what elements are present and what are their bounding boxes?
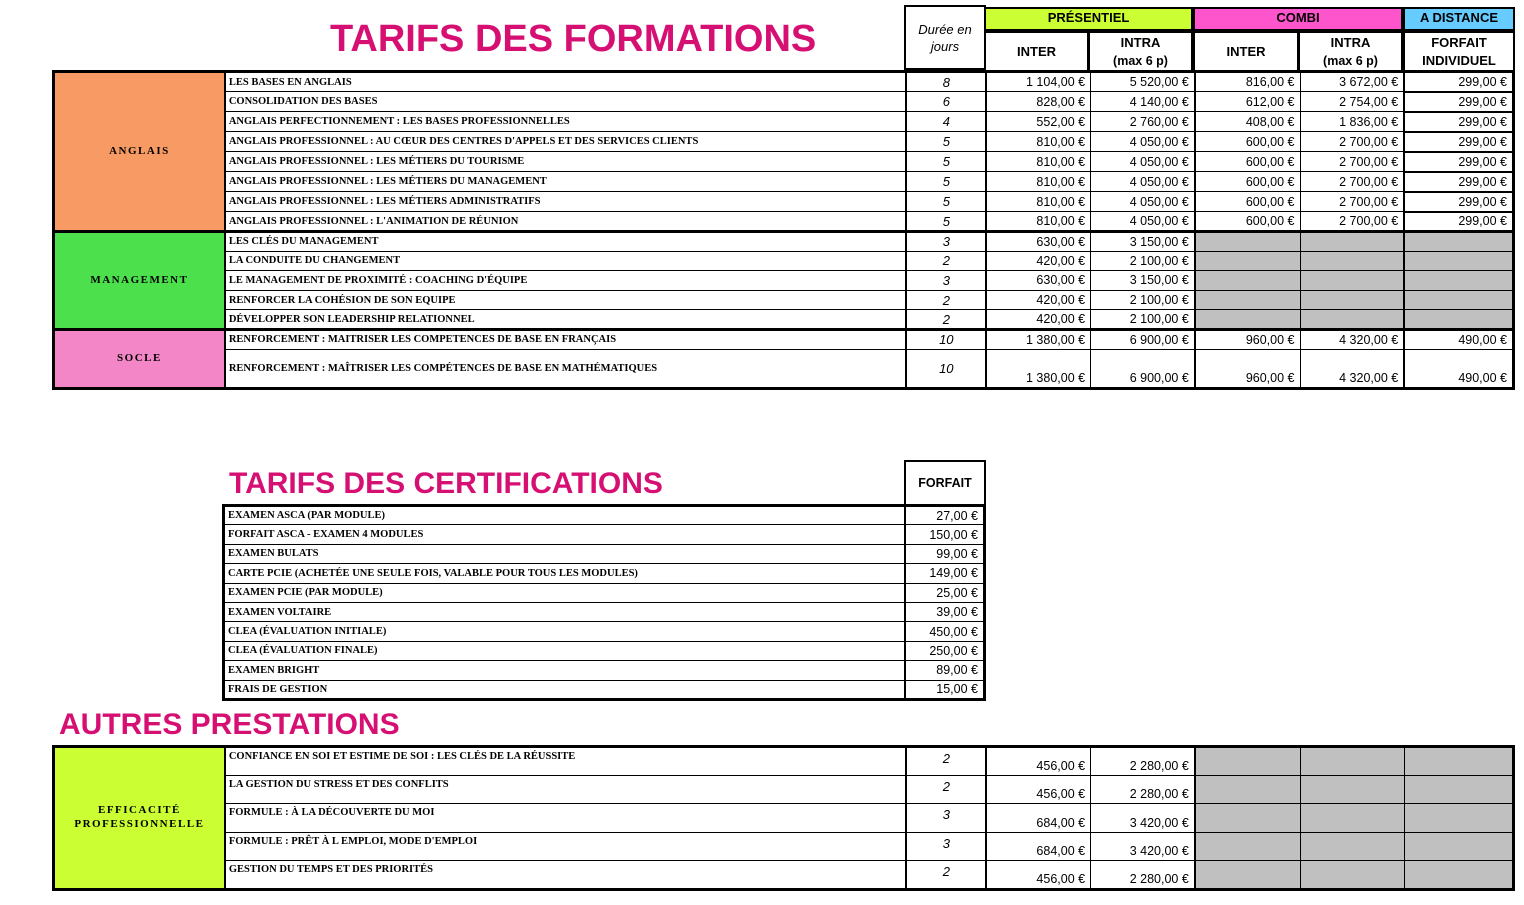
duree-header	[904, 5, 986, 70]
price-cell: 456,00 €	[986, 775, 1090, 804]
unavailable-cell	[1300, 290, 1404, 310]
price-cell: 600,00 €	[1195, 172, 1300, 192]
price-cell: 600,00 €	[1195, 132, 1300, 152]
certification-price: 150,00 €	[905, 525, 985, 544]
certification-label: EXAMEN BULATS	[224, 544, 905, 563]
intra-header-line2: (max 6 p)	[1113, 53, 1168, 68]
duree-cell: 5	[906, 172, 986, 192]
table-row	[224, 680, 985, 699]
price-cell: 2 280,00 €	[1091, 775, 1195, 804]
table-row	[224, 583, 985, 602]
price-cell: 2 700,00 €	[1300, 212, 1404, 232]
autres-table	[52, 745, 1515, 891]
price-cell: 1 104,00 €	[986, 72, 1090, 92]
table-row	[224, 602, 985, 621]
certification-label: EXAMEN ASCA (PAR MODULE)	[224, 506, 905, 525]
price-cell: 2 700,00 €	[1300, 132, 1404, 152]
table-row	[54, 832, 1514, 861]
unavailable-cell	[1404, 310, 1513, 330]
price-cell: 420,00 €	[986, 290, 1090, 310]
unavailable-cell	[1404, 804, 1513, 833]
price-cell: 4 050,00 €	[1091, 152, 1195, 172]
certification-price: 450,00 €	[905, 622, 985, 641]
certification-label: EXAMEN VOLTAIRE	[224, 602, 905, 621]
unavailable-cell	[1404, 290, 1513, 310]
price-cell: 810,00 €	[986, 152, 1090, 172]
unavailable-cell	[1195, 832, 1300, 861]
duree-cell: 2	[906, 251, 986, 271]
presentiel-header: PRÉSENTIEL	[984, 7, 1193, 31]
price-cell: 3 420,00 €	[1091, 804, 1195, 833]
price-cell: 299,00 €	[1404, 132, 1513, 152]
price-cell: 600,00 €	[1195, 192, 1300, 212]
unavailable-cell	[1404, 251, 1513, 271]
certification-label: CARTE PCIE (ACHETÉE UNE SEULE FOIS, VALABLE POUR TOUS LES MODULES)	[224, 564, 905, 583]
category-efficacite	[54, 747, 225, 890]
combi-header: COMBI	[1193, 7, 1403, 31]
duree-cell: 6	[906, 92, 986, 112]
duree-header-line1: Durée en	[918, 21, 972, 37]
prestation-label: CONFIANCE EN SOI ET ESTIME DE SOI : LES CLÉS DE LA RÉUSSITE	[225, 747, 906, 776]
price-cell: 1 380,00 €	[986, 349, 1090, 388]
unavailable-cell	[1195, 290, 1300, 310]
certification-price: 15,00 €	[905, 680, 985, 699]
certification-label: EXAMEN BRIGHT	[224, 661, 905, 680]
duree-cell: 4	[906, 112, 986, 132]
category-management: MANAGEMENT	[54, 232, 225, 330]
price-cell: 299,00 €	[1404, 92, 1513, 112]
price-cell: 2 700,00 €	[1300, 192, 1404, 212]
price-cell: 299,00 €	[1404, 152, 1513, 172]
price-cell: 420,00 €	[986, 310, 1090, 330]
duree-cell: 3	[906, 804, 986, 833]
table-row	[224, 661, 985, 680]
price-cell: 816,00 €	[1195, 72, 1300, 92]
price-cell: 684,00 €	[986, 804, 1090, 833]
unavailable-cell	[1195, 804, 1300, 833]
duree-cell: 2	[906, 861, 986, 890]
unavailable-cell	[1195, 775, 1300, 804]
duree-header-line2: jours	[930, 38, 960, 54]
duree-cell: 10	[906, 349, 986, 388]
certifications-table	[222, 504, 986, 701]
price-cell: 600,00 €	[1195, 212, 1300, 232]
distance-header: A DISTANCE	[1403, 7, 1515, 31]
certification-label: FORFAIT ASCA - EXAMEN 4 MODULES	[224, 525, 905, 544]
price-cell: 2 100,00 €	[1091, 310, 1195, 330]
price-cell: 3 150,00 €	[1091, 271, 1195, 291]
price-cell: 4 050,00 €	[1091, 212, 1195, 232]
price-cell: 1 836,00 €	[1300, 112, 1404, 132]
intra-header-line2: (max 6 p)	[1323, 53, 1378, 68]
certification-price: 25,00 €	[905, 583, 985, 602]
certification-price: 99,00 €	[905, 544, 985, 563]
prestation-label: LA GESTION DU STRESS ET DES CONFLITS	[225, 775, 906, 804]
table-row	[54, 290, 1514, 310]
table-row	[54, 310, 1514, 330]
unavailable-cell	[1300, 832, 1404, 861]
unavailable-cell	[1195, 861, 1300, 890]
forfait-header-line2: INDIVIDUEL	[1422, 52, 1496, 68]
formation-label: LA CONDUITE DU CHANGEMENT	[225, 251, 906, 271]
formation-label: ANGLAIS PROFESSIONNEL : LES MÉTIERS DU TOURISME	[225, 152, 906, 172]
intra-header-combi	[1298, 31, 1403, 72]
certification-label: CLEA (ÉVALUATION FINALE)	[224, 641, 905, 660]
unavailable-cell	[1300, 804, 1404, 833]
formation-label: ANGLAIS PROFESSIONNEL : LES MÉTIERS DU MANAGEMENT	[225, 172, 906, 192]
inter-header-presentiel: INTER	[984, 31, 1089, 72]
price-cell: 3 420,00 €	[1091, 832, 1195, 861]
duree-cell: 2	[906, 747, 986, 776]
unavailable-cell	[1300, 775, 1404, 804]
unavailable-cell	[1404, 775, 1513, 804]
price-cell: 1 380,00 €	[986, 329, 1090, 349]
prestation-label: FORMULE : PRÊT À L EMPLOI, MODE D'EMPLOI	[225, 832, 906, 861]
price-cell: 299,00 €	[1404, 112, 1513, 132]
price-cell: 4 320,00 €	[1300, 349, 1404, 388]
price-cell: 810,00 €	[986, 192, 1090, 212]
unavailable-cell	[1404, 861, 1513, 890]
forfait-individuel-header	[1403, 31, 1515, 72]
duree-cell: 5	[906, 212, 986, 232]
price-cell: 2 280,00 €	[1091, 747, 1195, 776]
certification-price: 250,00 €	[905, 641, 985, 660]
prestation-label: GESTION DU TEMPS ET DES PRIORITÉS	[225, 861, 906, 890]
price-cell: 299,00 €	[1404, 212, 1513, 232]
price-cell: 4 050,00 €	[1091, 192, 1195, 212]
category-line1: EFFICACITÉ	[98, 804, 181, 817]
autres-title: AUTRES PRESTATIONS	[59, 708, 400, 741]
price-cell: 612,00 €	[1195, 92, 1300, 112]
price-cell: 684,00 €	[986, 832, 1090, 861]
price-cell: 960,00 €	[1195, 349, 1300, 388]
unavailable-cell	[1300, 251, 1404, 271]
table-row	[54, 349, 1514, 388]
price-cell: 420,00 €	[986, 251, 1090, 271]
unavailable-cell	[1195, 251, 1300, 271]
unavailable-cell	[1195, 271, 1300, 291]
duree-cell: 2	[906, 290, 986, 310]
price-cell: 810,00 €	[986, 132, 1090, 152]
certification-label: CLEA (ÉVALUATION INITIALE)	[224, 622, 905, 641]
formation-label: LES BASES EN ANGLAIS	[225, 72, 906, 92]
inter-header-combi: INTER	[1193, 31, 1299, 72]
unavailable-cell	[1300, 861, 1404, 890]
price-cell: 828,00 €	[986, 92, 1090, 112]
price-cell: 4 050,00 €	[1091, 172, 1195, 192]
table-row	[54, 92, 1514, 112]
price-cell: 6 900,00 €	[1091, 349, 1195, 388]
duree-cell: 5	[906, 152, 986, 172]
duree-cell: 5	[906, 132, 986, 152]
table-row	[54, 132, 1514, 152]
certification-label: EXAMEN PCIE (PAR MODULE)	[224, 583, 905, 602]
unavailable-cell	[1404, 747, 1513, 776]
price-cell: 456,00 €	[986, 747, 1090, 776]
category-socle: SOCLE	[54, 329, 225, 388]
table-row	[224, 506, 985, 525]
table-row	[54, 212, 1514, 232]
duree-cell: 3	[906, 832, 986, 861]
forfait-header-line1: FORFAIT	[1431, 34, 1487, 50]
price-cell: 810,00 €	[986, 212, 1090, 232]
price-cell: 2 760,00 €	[1091, 112, 1195, 132]
table-row	[54, 232, 1514, 252]
certifications-title: TARIFS DES CERTIFICATIONS	[229, 467, 663, 500]
price-cell: 2 700,00 €	[1300, 152, 1404, 172]
table-row	[54, 152, 1514, 172]
unavailable-cell	[1195, 310, 1300, 330]
formations-title: TARIFS DES FORMATIONS	[330, 18, 817, 60]
table-row	[54, 775, 1514, 804]
price-cell: 299,00 €	[1404, 192, 1513, 212]
table-row	[54, 861, 1514, 890]
price-cell: 408,00 €	[1195, 112, 1300, 132]
table-row	[54, 112, 1514, 132]
table-row	[54, 329, 1514, 349]
price-cell: 2 280,00 €	[1091, 861, 1195, 890]
table-row	[54, 271, 1514, 291]
price-cell: 630,00 €	[986, 232, 1090, 252]
price-cell: 810,00 €	[986, 172, 1090, 192]
formation-label: LE MANAGEMENT DE PROXIMITÉ : COACHING D'ÉQUIPE	[225, 271, 906, 291]
price-cell: 552,00 €	[986, 112, 1090, 132]
unavailable-cell	[1404, 232, 1513, 252]
certification-price: 149,00 €	[905, 564, 985, 583]
duree-cell: 10	[906, 329, 986, 349]
price-cell: 3 672,00 €	[1300, 72, 1404, 92]
price-cell: 299,00 €	[1404, 72, 1513, 92]
price-cell: 3 150,00 €	[1091, 232, 1195, 252]
unavailable-cell	[1300, 310, 1404, 330]
unavailable-cell	[1300, 747, 1404, 776]
formation-label: ANGLAIS PERFECTIONNEMENT : LES BASES PROFESSIONNELLES	[225, 112, 906, 132]
category-line2: PROFESSIONNELLE	[74, 817, 205, 830]
formation-label: RENFORCEMENT : MAÎTRISER LES COMPÉTENCES DE BASE EN MATHÉMATIQUES	[225, 349, 906, 388]
duree-cell: 3	[906, 271, 986, 291]
price-cell: 299,00 €	[1404, 172, 1513, 192]
formation-label: CONSOLIDATION DES BASES	[225, 92, 906, 112]
table-row	[54, 72, 1514, 92]
table-row	[224, 525, 985, 544]
duree-cell: 8	[906, 72, 986, 92]
table-row	[224, 641, 985, 660]
certification-price: 89,00 €	[905, 661, 985, 680]
unavailable-cell	[1195, 747, 1300, 776]
unavailable-cell	[1300, 232, 1404, 252]
formation-label: ANGLAIS PROFESSIONNEL : AU CŒUR DES CENTRES D'APPELS ET DES SERVICES CLIENTS	[225, 132, 906, 152]
price-cell: 2 700,00 €	[1300, 172, 1404, 192]
price-cell: 490,00 €	[1404, 329, 1513, 349]
price-cell: 456,00 €	[986, 861, 1090, 890]
price-cell: 4 140,00 €	[1091, 92, 1195, 112]
price-cell: 490,00 €	[1404, 349, 1513, 388]
category-anglais: ANGLAIS	[54, 72, 225, 232]
duree-cell: 2	[906, 310, 986, 330]
price-cell: 630,00 €	[986, 271, 1090, 291]
formation-label: RENFORCEMENT : MAITRISER LES COMPETENCES DE BASE EN FRANÇAIS	[225, 329, 906, 349]
price-cell: 4 050,00 €	[1091, 132, 1195, 152]
certification-price: 27,00 €	[905, 506, 985, 525]
table-row	[224, 622, 985, 641]
price-cell: 960,00 €	[1195, 329, 1300, 349]
table-row	[54, 251, 1514, 271]
intra-header-line1: INTRA	[1330, 34, 1371, 50]
formation-label: ANGLAIS PROFESSIONNEL : LES MÉTIERS ADMINISTRATIFS	[225, 192, 906, 212]
intra-header-presentiel	[1088, 31, 1193, 72]
table-row	[54, 172, 1514, 192]
price-cell: 5 520,00 €	[1091, 72, 1195, 92]
price-cell: 600,00 €	[1195, 152, 1300, 172]
unavailable-cell	[1195, 232, 1300, 252]
formations-table	[52, 70, 1515, 390]
formation-label: LES CLÉS DU MANAGEMENT	[225, 232, 906, 252]
duree-cell: 5	[906, 192, 986, 212]
table-row	[54, 747, 1514, 776]
formation-label: RENFORCER LA COHÉSION DE SON EQUIPE	[225, 290, 906, 310]
forfait-header: FORFAIT	[904, 460, 986, 506]
certification-label: FRAIS DE GESTION	[224, 680, 905, 699]
formation-label: DÉVELOPPER SON LEADERSHIP RELATIONNEL	[225, 310, 906, 330]
price-cell: 4 320,00 €	[1300, 329, 1404, 349]
formation-label: ANGLAIS PROFESSIONNEL : L'ANIMATION DE RÉUNION	[225, 212, 906, 232]
table-row	[224, 564, 985, 583]
duree-cell: 2	[906, 775, 986, 804]
table-row	[54, 804, 1514, 833]
duree-cell: 3	[906, 232, 986, 252]
unavailable-cell	[1404, 832, 1513, 861]
unavailable-cell	[1300, 271, 1404, 291]
price-cell: 2 754,00 €	[1300, 92, 1404, 112]
price-cell: 6 900,00 €	[1091, 329, 1195, 349]
intra-header-line1: INTRA	[1120, 34, 1161, 50]
price-cell: 2 100,00 €	[1091, 290, 1195, 310]
certification-price: 39,00 €	[905, 602, 985, 621]
price-cell: 2 100,00 €	[1091, 251, 1195, 271]
prestation-label: FORMULE : À LA DÉCOUVERTE DU MOI	[225, 804, 906, 833]
table-row	[54, 192, 1514, 212]
table-row	[224, 544, 985, 563]
unavailable-cell	[1404, 271, 1513, 291]
